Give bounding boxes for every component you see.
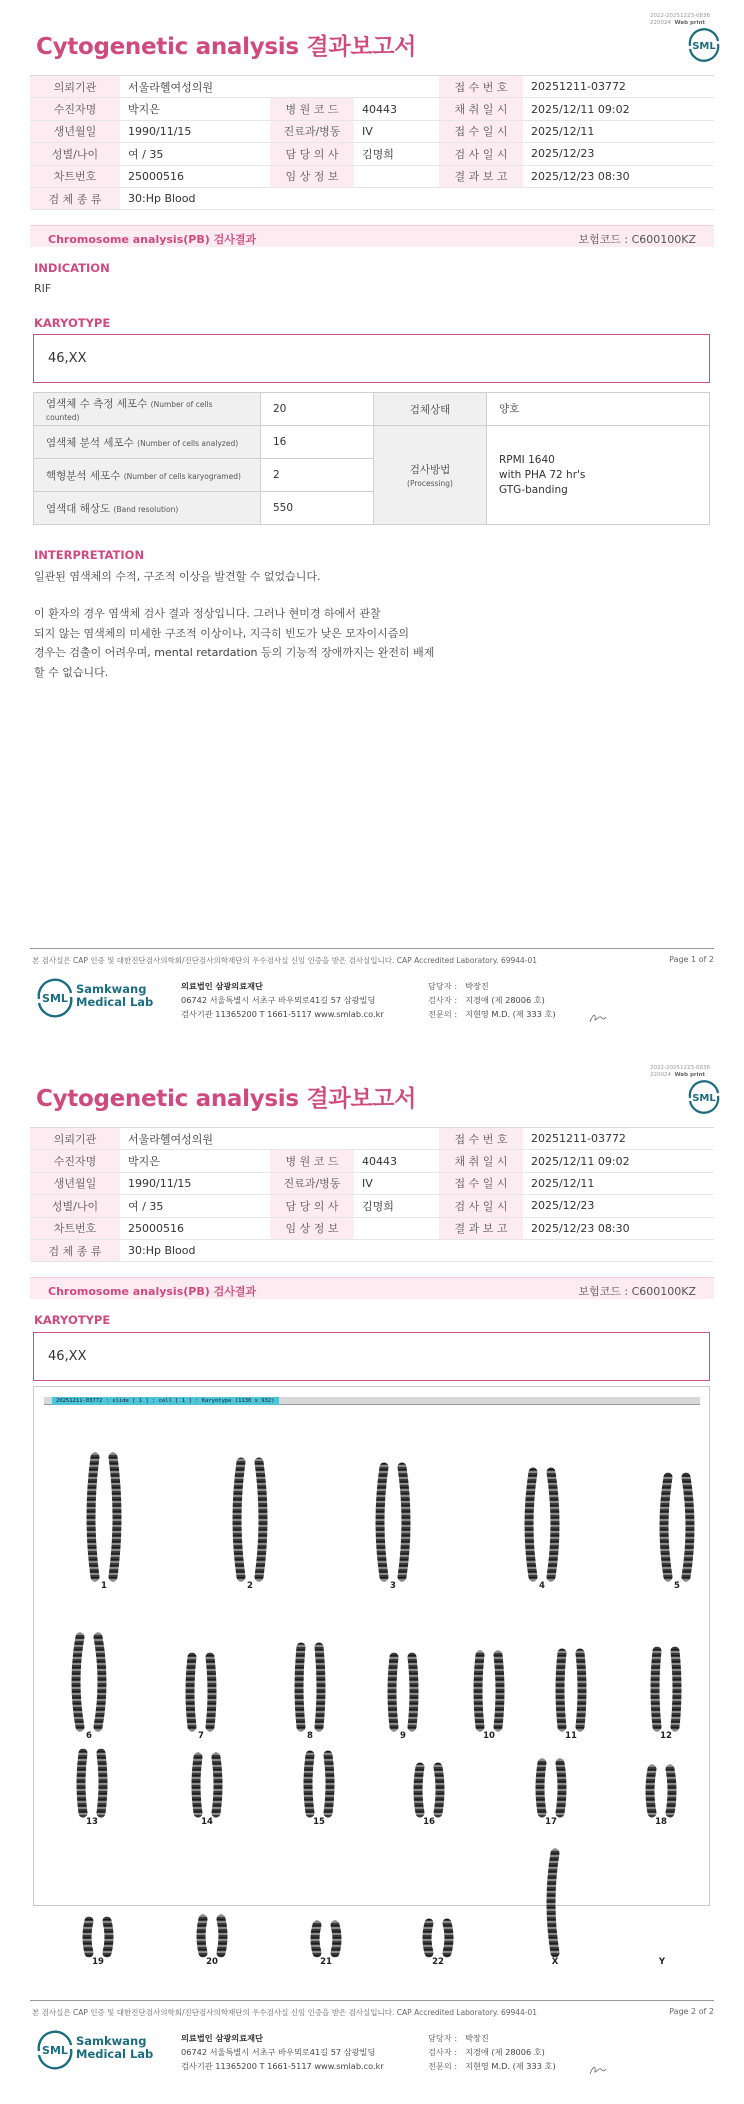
received-label: 접 수 일 시: [439, 1172, 523, 1194]
chromosome-label-X: X: [551, 1957, 559, 1967]
specimen-state-value: 양호: [487, 393, 710, 426]
certification-text: 본 검사실은 CAP 인증 및 대한진단검사의학회/진단검사의학재단의 우수검사실 신임 인증을 받은 검사실입니다. CAP Accredited Laboratory. 69944-01: [32, 956, 538, 965]
print-meta-2: 2022-20251223-0836 220024 Web print: [650, 1065, 710, 1078]
chromosome-label-22: 22: [432, 1957, 444, 1967]
chromosome-label-16: 16: [423, 1817, 435, 1827]
chromosome-label-14: 14: [201, 1817, 213, 1827]
sex-age-value: 여 / 35: [120, 1195, 270, 1217]
chart-value: 25000516: [120, 1217, 270, 1239]
tested-value: 2025/12/23: [523, 143, 714, 165]
page-number: Page 1 of 2: [669, 955, 714, 964]
certification-text: 본 검사실은 CAP 인증 및 대한진단검사의학회/진단검사의학재단의 우수검사실 신임 인증을 받은 검사실입니다. CAP Accredited Laboratory. 69944-01: [32, 2008, 538, 2017]
chromosome-3-2: [402, 1467, 406, 1577]
chromosome-2-1: [237, 1462, 241, 1577]
specimen-value: 30:Hp Blood: [120, 1239, 714, 1261]
chromosome-7-1: [190, 1657, 192, 1727]
patient-info-table: [30, 75, 714, 210]
org-info: 의료법인 삼광의료재단 06742 서울특별시 서초구 바우뫼로41길 57 삼광빌딩 검사기관 11365200 T 1661-5117 www.smlab.co.kr: [181, 2033, 384, 2071]
birth-value: 1990/11/15: [120, 1172, 270, 1194]
chromosome-8-1: [299, 1647, 301, 1727]
chromosome-label-20: 20: [206, 1957, 218, 1967]
chromosome-18-2: [670, 1769, 672, 1813]
hospital-code-value: 40443: [354, 1150, 439, 1172]
karyogram-caption: 20251211-03772 : slide [ 1 ] : cell [ 1 ] : Karyotype (1130 x 932): [52, 1397, 279, 1405]
chromosome-13-2: [101, 1753, 103, 1813]
method-value: RPMI 1640 with PHA 72 hr's GTG-banding: [487, 426, 710, 525]
chromosome-18-1: [650, 1769, 652, 1813]
chromosome-21-2: [335, 1925, 337, 1953]
org-info: 의료법인 삼광의료재단 06742 서울특별시 서초구 바우뫼로41길 57 삼광빌딩 검사기관 11365200 T 1661-5117 www.smlab.co.kr: [181, 981, 384, 1019]
page-number: Page 2 of 2: [669, 2007, 714, 2016]
chromosome-9-1: [392, 1657, 394, 1727]
specimen-state-label: 검체상태: [374, 393, 487, 426]
chromosome-6-2: [98, 1637, 102, 1727]
chromosome-11-2: [580, 1653, 582, 1727]
chromosome-label-6: 6: [86, 1731, 92, 1741]
clinical-value: [354, 1217, 439, 1239]
chromosome-16-2: [438, 1767, 440, 1813]
signature-icon: [588, 2063, 608, 2077]
sex-age-value: 여 / 35: [120, 143, 270, 165]
chromosome-16-1: [418, 1767, 420, 1813]
interpretation-text: 이 환자의 경우 염색체 검사 결과 정상입니다. 그러나 현미경 하에서 관찰 되지 않는 염색체의 미세한 구조적 이상이나, 지극히 빈도가 낮은 모자이시즘의 경우는 검출이 어려우며, mental retardation 등의 기능적 장애까지는 완전히 배제 할 수 없습니다.: [34, 607, 435, 679]
doctor-label: 담 당 의 사: [270, 143, 354, 165]
chromosome-20-1: [201, 1919, 203, 1953]
band-resolution-label: 염색대 해상도 (Band resolution): [34, 492, 261, 525]
signature-icon: [588, 1011, 608, 1025]
chromosome-4-1: [529, 1472, 533, 1577]
chromosome-label-1: 1: [101, 1581, 107, 1591]
report-title-2: Cytogenetic analysis 결과보고서: [36, 1086, 417, 1112]
staff-info: 담당자 : 박장진 검사자 : 지경애 (제 28006 호) 전문의 : 지현영 M.D. (제 333 호): [428, 981, 556, 1019]
tested-value: 2025/12/23: [523, 1195, 714, 1217]
doctor-value: 김명희: [354, 143, 439, 165]
clinical-label: 임 상 정 보: [270, 1217, 354, 1239]
band-resolution-value: 550: [261, 492, 374, 525]
name-value: 박지은: [120, 98, 270, 120]
chromosome-label-4: 4: [539, 1581, 545, 1591]
cells-karyogramed-value: 2: [261, 459, 374, 492]
chromosome-19-2: [107, 1921, 109, 1953]
interpretation-title: INTERPRETATION: [34, 548, 145, 562]
sml-footer-logo-icon: [36, 2030, 74, 2070]
birth-label: 생년월일: [30, 1172, 120, 1194]
karyogram-image: [33, 1386, 710, 1967]
chromosome-19-1: [87, 1921, 89, 1953]
indication-title: INDICATION: [34, 261, 110, 275]
chromosome-1-1: [91, 1457, 95, 1577]
clinical-label: 임 상 정 보: [270, 165, 354, 187]
chromosome-label-19: 19: [92, 1957, 104, 1967]
svg-text:SML: SML: [692, 1093, 716, 1104]
staff-info: 담당자 : 박장진 검사자 : 지경애 (제 28006 호) 전문의 : 지현영 M.D. (제 333 호): [428, 2033, 556, 2071]
specimen-value: 30:Hp Blood: [120, 187, 714, 209]
chromosome-label-12: 12: [660, 1731, 672, 1741]
chromosome-22-2: [447, 1923, 449, 1953]
specimen-label: 검 체 종 류: [30, 1239, 120, 1261]
footer-divider: [30, 2000, 714, 2001]
chromosome-17-1: [540, 1763, 542, 1813]
name-value: 박지은: [120, 1150, 270, 1172]
interpretation-summary: 일관된 염색체의 수적, 구조적 이상을 발견할 수 없었습니다.: [34, 570, 321, 583]
chromosome-8-2: [319, 1647, 321, 1727]
svg-text:SML: SML: [692, 41, 716, 52]
svg-text:SML: SML: [42, 992, 68, 1005]
result-band-title: Chromosome analysis(PB) 검사결과: [48, 1285, 257, 1298]
doctor-label: 담 당 의 사: [270, 1195, 354, 1217]
chromosome-15-2: [328, 1755, 330, 1813]
chromosome-10-1: [478, 1655, 480, 1727]
chromosome-14-2: [216, 1757, 218, 1813]
reported-label: 결 과 보 고: [439, 165, 523, 187]
sml-logo-icon: [686, 28, 722, 62]
chromosome-3-1: [380, 1467, 384, 1577]
samkwang-logo: SML Samkwang Medical Lab: [36, 2030, 156, 2070]
institution-label: 의뢰기관: [30, 1128, 120, 1150]
karyogram-chromosomes: [34, 1387, 711, 1907]
chromosome-label-10: 10: [483, 1731, 495, 1741]
dept-value: IV: [354, 1172, 439, 1194]
karyotype-box: [33, 334, 710, 383]
chromosome-label-2: 2: [247, 1581, 253, 1591]
receipt-no-label: 접 수 번 호: [439, 76, 523, 98]
chromosome-22-1: [427, 1923, 429, 1953]
footer-divider: [30, 948, 714, 949]
chart-label: 차트번호: [30, 1217, 120, 1239]
name-label: 수진자명: [30, 98, 120, 120]
chromosome-10-2: [498, 1655, 500, 1727]
chromosome-12-2: [675, 1651, 677, 1727]
institution-value: 서울라헬여성의원: [120, 76, 439, 98]
dept-value: IV: [354, 120, 439, 142]
reported-label: 결 과 보 고: [439, 1217, 523, 1239]
birth-value: 1990/11/15: [120, 120, 270, 142]
hospital-code-value: 40443: [354, 98, 439, 120]
karyotype-value: 46,XX: [48, 351, 87, 366]
print-meta: 2022-20251223-0836 220024 Web print: [650, 13, 710, 26]
tested-label: 검 사 일 시: [439, 143, 523, 165]
sex-age-label: 성별/나이: [30, 1195, 120, 1217]
chromosome-1-2: [113, 1457, 117, 1577]
name-label: 수진자명: [30, 1150, 120, 1172]
chromosome-label-7: 7: [198, 1731, 204, 1741]
receipt-no-value: 20251211-03772: [523, 1128, 714, 1150]
doctor-value: 김명희: [354, 1195, 439, 1217]
chromosome-13-1: [81, 1753, 83, 1813]
chromosome-label-Y: Y: [658, 1957, 666, 1967]
insurance-code: 보험코드 : C600100KZ: [578, 1285, 696, 1298]
chromosome-12-1: [655, 1651, 657, 1727]
karyotype-title: KARYOTYPE: [34, 316, 111, 330]
cells-analyzed-label: 염색체 분석 세포수 (Number of cells analyzed): [34, 426, 261, 459]
chromosome-X-1: [551, 1853, 555, 1953]
result-band-title: Chromosome analysis(PB) 검사결과: [48, 233, 257, 246]
chromosome-label-9: 9: [400, 1731, 406, 1741]
collected-value: 2025/12/11 09:02: [523, 98, 714, 120]
sex-age-label: 성별/나이: [30, 143, 120, 165]
chromosome-label-21: 21: [320, 1957, 332, 1967]
chromosome-17-2: [560, 1763, 562, 1813]
karyotype-value-2: 46,XX: [48, 1349, 87, 1364]
chromosome-label-11: 11: [565, 1731, 577, 1741]
samkwang-logo: SML Samkwang Medical Lab: [36, 978, 156, 1018]
chromosome-21-1: [315, 1925, 317, 1953]
receipt-no-value: 20251211-03772: [523, 76, 714, 98]
karyotype-box-2: [33, 1332, 710, 1381]
received-value: 2025/12/11: [523, 1172, 714, 1194]
cell-count-table: [33, 392, 710, 525]
chromosome-label-18: 18: [655, 1817, 667, 1827]
collected-label: 채 취 일 시: [439, 98, 523, 120]
karyotype-title-2: KARYOTYPE: [34, 1313, 111, 1327]
dept-label: 진료과/병동: [270, 120, 354, 142]
collected-value: 2025/12/11 09:02: [523, 1150, 714, 1172]
patient-info-table-2: [30, 1127, 714, 1262]
hospital-code-label: 병 원 코 드: [270, 1150, 354, 1172]
chromosome-2-2: [259, 1462, 263, 1577]
tested-label: 검 사 일 시: [439, 1195, 523, 1217]
cells-counted-label: 염색체 수 측정 세포수 (Number of cells counted): [34, 393, 261, 426]
institution-label: 의뢰기관: [30, 76, 120, 98]
specimen-label: 검 체 종 류: [30, 187, 120, 209]
institution-value: 서울라헬여성의원: [120, 1128, 439, 1150]
chart-label: 차트번호: [30, 165, 120, 187]
reported-value: 2025/12/23 08:30: [523, 165, 714, 187]
method-label: 검사방법 (Processing): [374, 426, 487, 525]
chromosome-label-3: 3: [390, 1581, 396, 1591]
receipt-no-label: 접 수 번 호: [439, 1128, 523, 1150]
chromosome-label-8: 8: [307, 1731, 313, 1741]
chromosome-label-15: 15: [313, 1817, 325, 1827]
chromosome-5-1: [664, 1477, 668, 1577]
chromosome-4-2: [551, 1472, 555, 1577]
chromosome-label-17: 17: [545, 1817, 557, 1827]
chromosome-6-1: [76, 1637, 80, 1727]
chromosome-7-2: [210, 1657, 212, 1727]
birth-label: 생년월일: [30, 120, 120, 142]
dept-label: 진료과/병동: [270, 1172, 354, 1194]
chromosome-11-1: [560, 1653, 562, 1727]
hospital-code-label: 병 원 코 드: [270, 98, 354, 120]
cells-counted-value: 20: [261, 393, 374, 426]
chart-value: 25000516: [120, 165, 270, 187]
clinical-value: [354, 165, 439, 187]
result-band: [30, 225, 714, 247]
cells-karyogramed-label: 핵형분석 세포수 (Number of cells karyogramed): [34, 459, 261, 492]
collected-label: 채 취 일 시: [439, 1150, 523, 1172]
chromosome-20-2: [221, 1919, 223, 1953]
svg-text:SML: SML: [42, 2044, 68, 2057]
report-title: Cytogenetic analysis 결과보고서: [36, 34, 417, 60]
cells-analyzed-value: 16: [261, 426, 374, 459]
sml-logo-icon: [686, 1080, 722, 1114]
insurance-code: 보험코드 : C600100KZ: [578, 233, 696, 246]
reported-value: 2025/12/23 08:30: [523, 1217, 714, 1239]
chromosome-label-13: 13: [86, 1817, 98, 1827]
indication-value: RIF: [34, 282, 52, 295]
chromosome-14-1: [196, 1757, 198, 1813]
sml-footer-logo-icon: [36, 978, 74, 1018]
result-band-2: [30, 1277, 714, 1299]
received-label: 접 수 일 시: [439, 120, 523, 142]
chromosome-5-2: [686, 1477, 690, 1577]
chromosome-label-5: 5: [674, 1581, 680, 1591]
chromosome-9-2: [412, 1657, 414, 1727]
chromosome-15-1: [308, 1755, 310, 1813]
received-value: 2025/12/11: [523, 120, 714, 142]
